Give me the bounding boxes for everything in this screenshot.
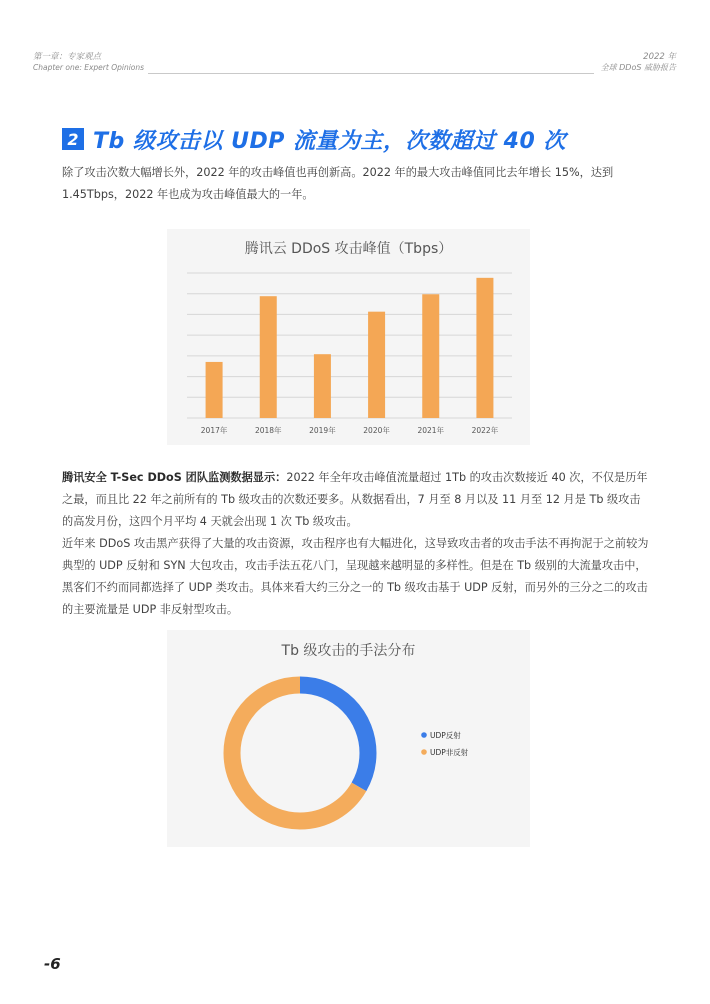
bar-chart-title: 腾讯云 DDoS 攻击峰值（Tbps） — [244, 241, 453, 257]
section-title: Tb 级攻击以 UDP 流量为主，次数超过 40 次 — [93, 128, 566, 154]
report-name: 全球 DDoS 威胁报告 — [600, 63, 676, 72]
body-bold-lead: 腾讯安全 T-Sec DDoS 团队监测数据显示： — [62, 471, 287, 484]
legend-label: UDP反射 — [430, 731, 461, 740]
bar-2017年 — [206, 362, 223, 418]
legend-marker — [421, 749, 427, 755]
legend-marker — [421, 732, 427, 738]
body-paragraph-1 — [62, 467, 650, 533]
x-tick-label: 2019年 — [309, 426, 336, 435]
chapter-label — [33, 52, 144, 73]
chapter-cn: 第一章：专家观点 — [33, 52, 102, 62]
bar-chart-canvas — [167, 229, 530, 445]
x-tick-label: 2017年 — [200, 426, 228, 435]
legend-label: UDP非反射 — [430, 748, 469, 757]
bar-2022年 — [476, 278, 493, 418]
bar-2018年 — [260, 296, 277, 418]
donut-chart-title: Tb 级攻击的手法分布 — [281, 643, 416, 659]
body-text-1: 2022 年全年攻击峰值流量超过 1Tb 的攻击次数接近 40 次，不仅是历年之最，而且比 22 年之前所有的 Tb 级攻击的次数还要多。从数据看出，7 月至 8 月以及 11 月至 12 月是 Tb 级攻击的高发月份，这四个月平均 4 天就会出现 1 次 Tb 级攻击。 — [62, 471, 648, 528]
report-year: 2022 年 — [643, 52, 676, 62]
bar-2019年 — [314, 354, 331, 418]
body-paragraphs — [62, 467, 650, 621]
x-tick-label: 2021年 — [417, 426, 445, 435]
section-number-badge: 2 — [62, 128, 84, 150]
section-heading — [62, 126, 566, 152]
peak-bar-chart — [167, 229, 530, 445]
header-divider — [148, 73, 594, 74]
body-paragraph-2: 近年来 DDoS 攻击黑产获得了大量的攻击资源，攻击程序也有大幅进化，这导致攻击者的攻击手法不再拘泥于之前较为典型的 UDP 反射和 SYN 大包攻击，攻击手法五花八门，呈现越来越明显的多样性。但是在 Tb 级别的大流量攻击中，黑客们不约而同都选择了 UDP 类攻击。具体来看大约三分之一的 Tb 级攻击基于 UDP 反射，而另外的三分之二的攻击的主要流量是 UDP 非反射型攻击。 — [62, 537, 649, 616]
chapter-en: Chapter one: Expert Opinions — [33, 63, 145, 72]
report-label — [601, 52, 676, 73]
bar-2020年 — [368, 312, 385, 418]
intro-text: 除了攻击次数大幅增长外，2022 年的攻击峰值也再创新高。2022 年的最大攻击峰值同比去年增长 15%，达到 1.45Tbps，2022 年也成为攻击峰值最大的一年。 — [62, 166, 614, 201]
x-tick-label: 2018年 — [254, 426, 282, 435]
intro-paragraph — [62, 162, 650, 206]
x-tick-label: 2022年 — [471, 426, 499, 435]
page-number: -6 — [44, 955, 61, 973]
bar-2021年 — [422, 294, 439, 418]
method-donut-chart — [167, 630, 530, 847]
donut-chart-canvas — [167, 630, 530, 847]
x-tick-label: 2020年 — [363, 426, 390, 435]
